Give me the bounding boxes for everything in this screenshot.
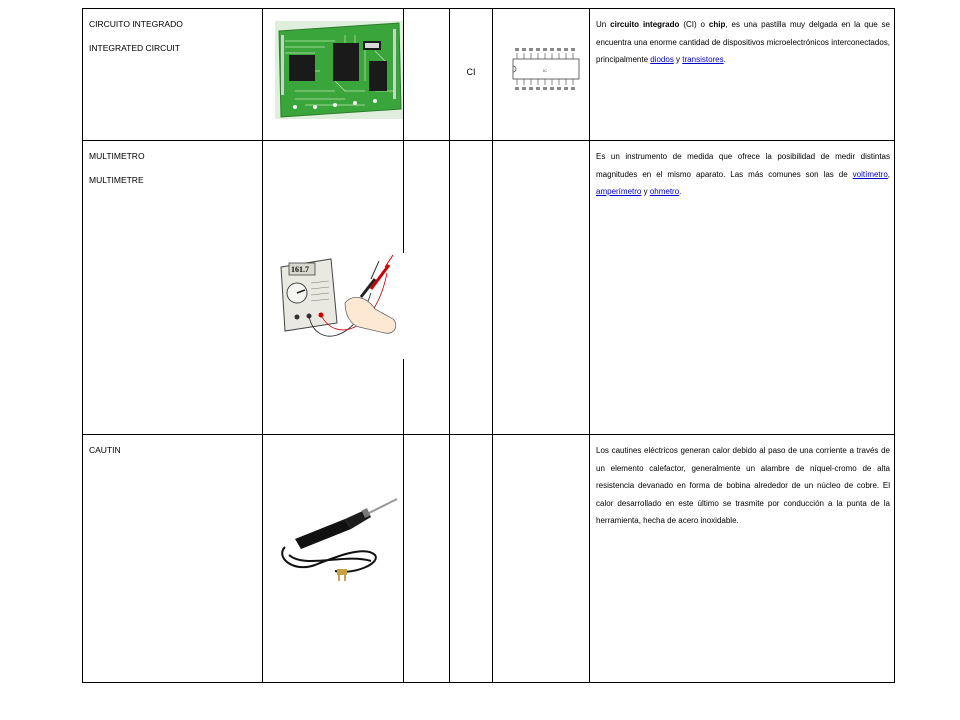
desc-text: Es un instrumento de medida que ofrece la posibilidad de medir distintas magnitudes en el mismo aparato. Las más comunes son las de xyxy=(596,152,890,179)
link-ohmetro[interactable]: ohmetro xyxy=(649,187,680,196)
table-row-integrated-circuit xyxy=(83,9,895,141)
name-cell xyxy=(83,9,263,141)
image-cell xyxy=(263,141,404,435)
desc-text: y xyxy=(641,187,650,196)
name-spanish: CAUTIN xyxy=(89,445,121,455)
ic-symbol-label: IC xyxy=(543,68,547,73)
empty-cell xyxy=(404,141,450,435)
description-multimeter xyxy=(590,141,894,201)
desc-bold-term: chip xyxy=(708,20,726,29)
ic-symbol xyxy=(507,45,587,95)
desc-text: . xyxy=(679,187,682,196)
desc-bold-term: circuito integrado xyxy=(610,20,680,29)
components-table xyxy=(82,8,895,683)
symbol-cell xyxy=(493,9,590,141)
table-row-multimeter xyxy=(83,141,895,435)
image-cell xyxy=(263,435,404,683)
description-cell xyxy=(590,9,895,141)
name-english: INTEGRATED CIRCUIT xyxy=(89,43,180,53)
desc-text: , xyxy=(887,169,890,179)
desc-text: Un xyxy=(596,20,611,29)
description-cell xyxy=(590,435,895,683)
name-cell xyxy=(83,141,263,435)
empty-cell xyxy=(493,141,590,435)
multimeter-display: 161.7 xyxy=(291,265,309,274)
pcb-photo xyxy=(275,21,403,119)
abbreviation: CI xyxy=(466,67,476,77)
link-diodos[interactable]: diodos xyxy=(650,55,674,64)
link-voltimetro[interactable]: voltímetro xyxy=(852,169,888,179)
multimeter-illustration xyxy=(275,253,405,359)
desc-text: . xyxy=(723,55,726,64)
name-cell xyxy=(83,435,263,683)
abbreviation-cell xyxy=(450,9,493,141)
link-transistores[interactable]: transistores xyxy=(682,55,724,64)
image-cell xyxy=(263,9,404,141)
empty-cell xyxy=(450,141,493,435)
name-spanish: MULTIMETRO xyxy=(89,151,145,161)
soldering-iron-photo xyxy=(275,495,403,585)
desc-text: (CI) o xyxy=(679,20,709,29)
empty-cell xyxy=(450,435,493,683)
desc-text: y xyxy=(673,55,683,64)
name-english: MULTIMETRE xyxy=(89,175,144,185)
desc-text: , es una pastilla muy delgada en la que se encuentra una enorme cantidad de dispositivos microelectrónicos interconectados, principalmente xyxy=(596,20,891,64)
empty-cell xyxy=(404,435,450,683)
name-spanish: CIRCUITO INTEGRADO xyxy=(89,19,183,29)
empty-cell xyxy=(493,435,590,683)
table-row-soldering-iron xyxy=(83,435,895,683)
description-ic xyxy=(590,9,894,69)
description-cell xyxy=(590,141,895,435)
empty-cell xyxy=(404,9,450,141)
description-soldering-iron: Los cautines eléctricos generan calor debido al paso de una corriente a través de un elemento calefactor, generalmente un alambre de níquel-cromo de alta resistencia devanado en forma de bobina alrededor de un núcleo de cobre. El calor desarrollado en este último se trasmite por conducción a la punta de la herramienta, hecha de acero inoxidable. xyxy=(596,446,890,525)
link-amperimetro[interactable]: amperímetro xyxy=(596,187,642,196)
